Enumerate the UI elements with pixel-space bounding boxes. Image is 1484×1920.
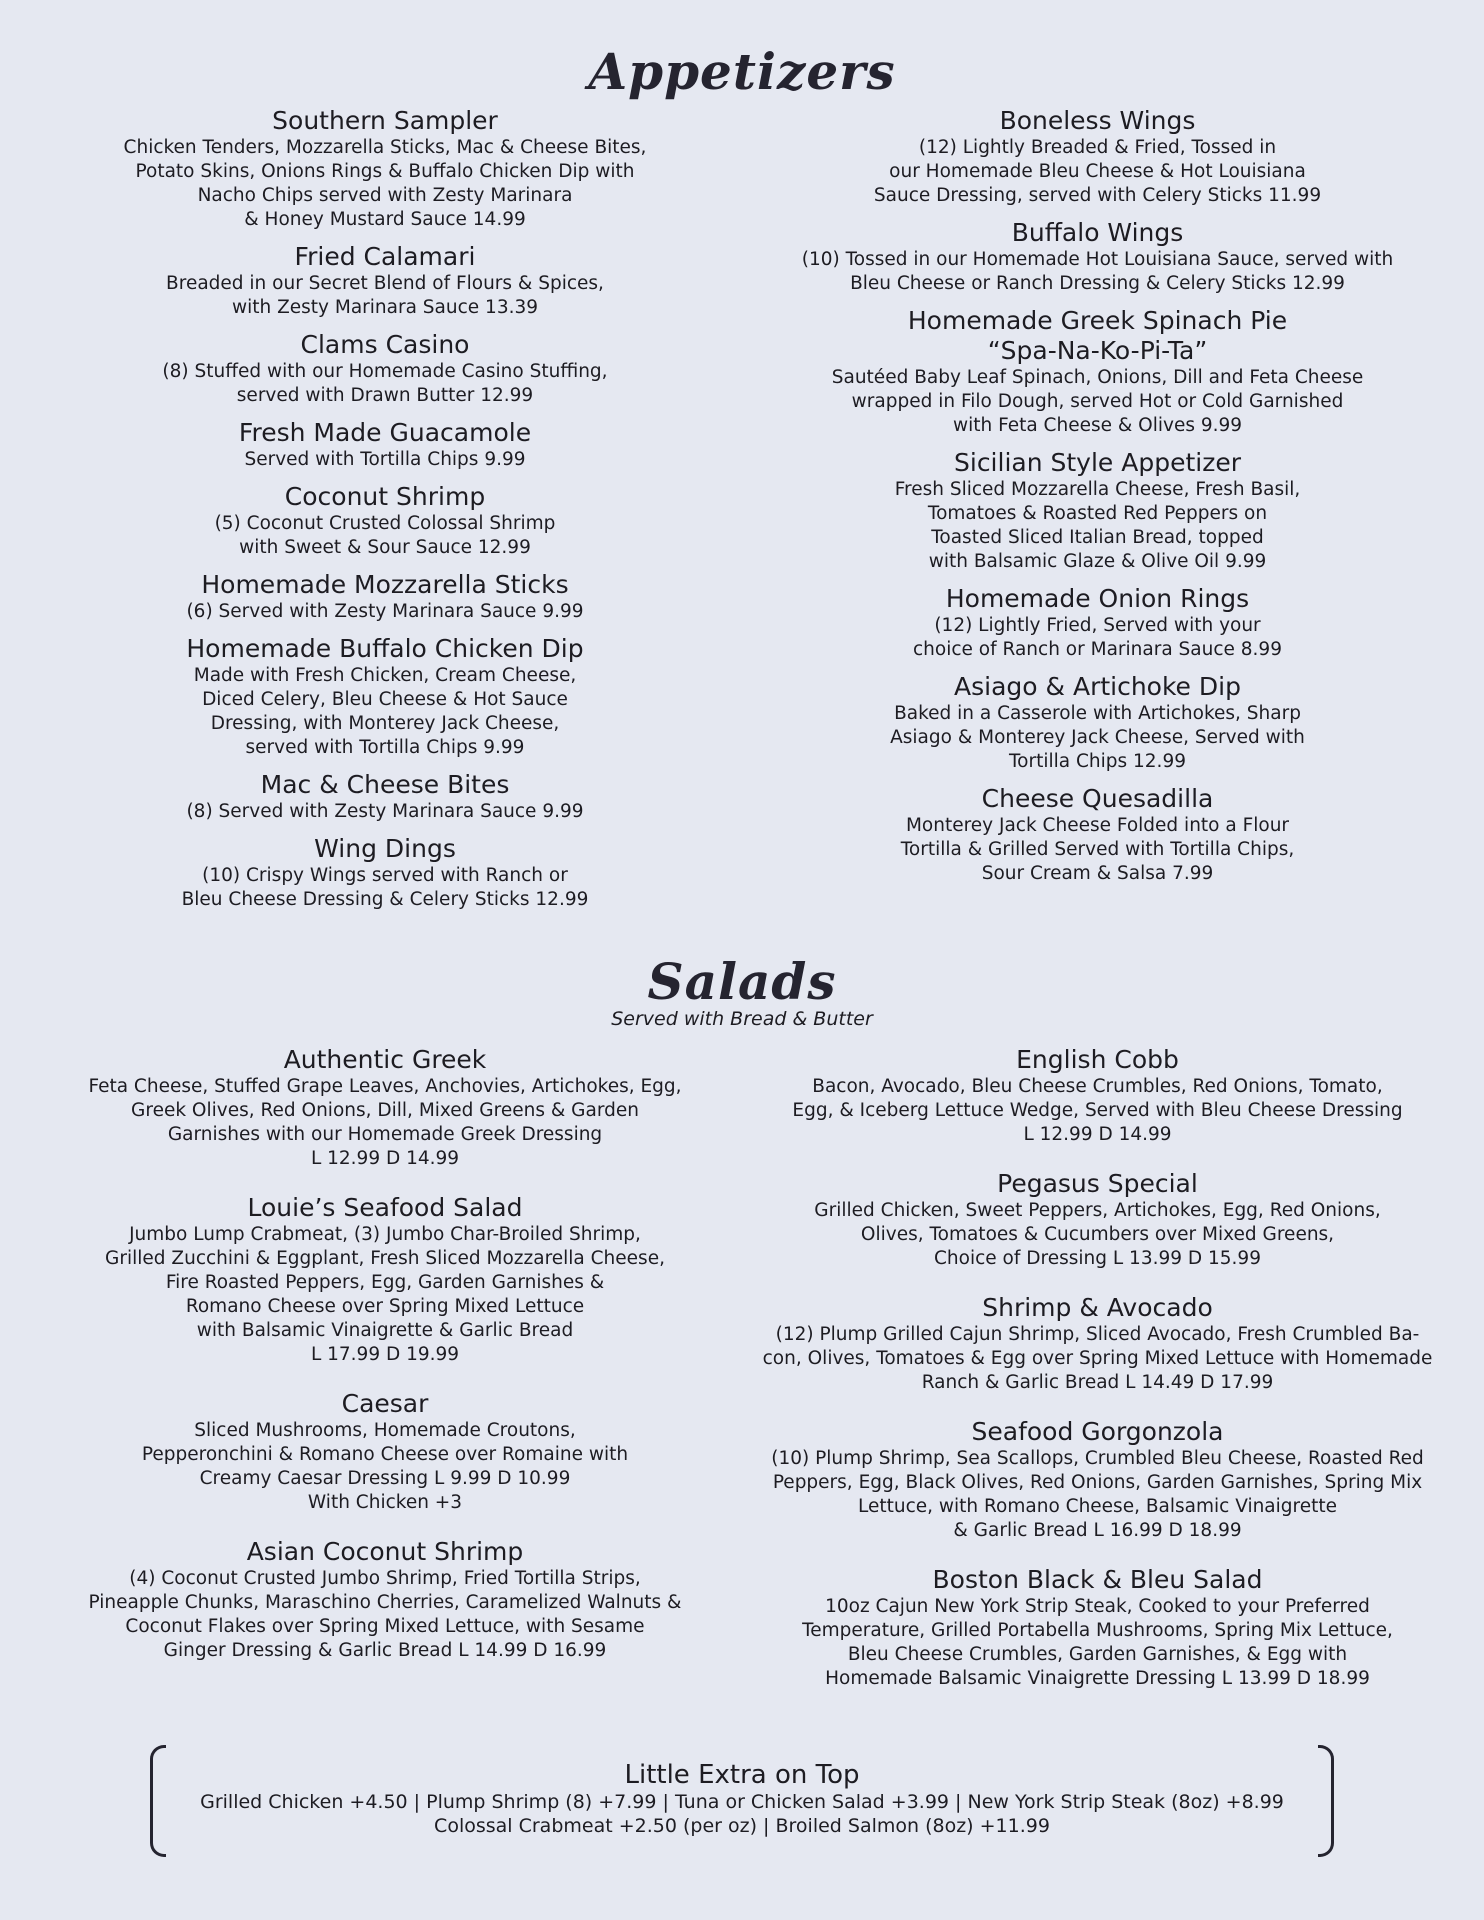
salads-subtitle: Served with Bread & Butter — [611, 1008, 873, 1030]
menu-item-description: (10) Crispy Wings served with Ranch or Bleu Cheese Dressing & Celery Sticks 12.99 — [181, 865, 589, 910]
menu-item-description: (8) Served with Zesty Marinara Sauce 9.99 — [186, 801, 584, 822]
menu-item-name: Southern Sampler — [272, 106, 498, 135]
appetizers-right-column — [760, 106, 1435, 896]
extras-title: Little Extra on Top — [624, 1760, 860, 1790]
menu-item — [50, 106, 720, 232]
menu-item-name: Boston Black & Bleu Salad — [932, 1565, 1263, 1594]
menu-item-name: Homemade Mozzarella Sticks — [201, 570, 569, 599]
menu-item — [760, 218, 1435, 296]
menu-item — [60, 1193, 710, 1367]
menu-item-description: Chicken Tenders, Mozzarella Sticks, Mac & Cheese Bites, Potato Skins, Onions Rings & Buffalo Chicken Dip with Nacho Chips served with Zesty Marinara & Honey Mustard Sauce 14.99 — [123, 137, 647, 230]
menu-item-description: (5) Coconut Crusted Colossal Shrimp with Sweet & Sour Sauce 12.99 — [214, 513, 556, 558]
menu-item — [50, 770, 720, 824]
menu-item — [50, 330, 720, 408]
menu-item — [50, 570, 720, 624]
menu-item-description: Monterey Jack Cheese Folded into a Flour Tortilla & Grilled Served with Tortilla Chips, Sour Cream & Salsa 7.99 — [900, 815, 1295, 884]
menu-item-description: Feta Cheese, Stuffed Grape Leaves, Anchovies, Artichokes, Egg, Greek Olives, Red Onions, Dill, Mixed Greens & Garden Garnishes with our Homemade Greek Dressing L 12.99 D 14.99 — [88, 1076, 682, 1169]
menu-item — [50, 634, 720, 760]
menu-item-description: (10) Plump Shrimp, Sea Scallops, Crumbled Bleu Cheese, Roasted Red Peppers, Egg, Black Olives, Red Onions, Garden Garnishes, Spring Mix Lettuce, with Romano Cheese, Balsamic Vinaigrette & Garlic Bread L 16.99 D 18.99 — [771, 1448, 1424, 1541]
menu-item — [50, 482, 720, 560]
menu-item-name: Shrimp & Avocado — [982, 1293, 1213, 1322]
menu-item — [50, 834, 720, 912]
menu-item — [760, 584, 1435, 662]
menu-item-name: Coconut Shrimp — [284, 482, 486, 511]
menu-item-description: Baked in a Casserole with Artichokes, Sharp Asiago & Monterey Jack Cheese, Served with Tortilla Chips 12.99 — [890, 703, 1305, 772]
extras-line-1: Grilled Chicken +4.50 | Plump Shrimp (8) +7.99 | Tuna or Chicken Salad +3.99 | New York Strip Steak (8oz) +8.99 — [200, 1791, 1284, 1813]
menu-item-name: Clams Casino — [300, 330, 470, 359]
menu-item-description: (12) Lightly Breaded & Fried, Tossed in our Homemade Bleu Cheese & Hot Louisiana Sauce Dressing, served with Celery Sticks 11.99 — [873, 137, 1322, 206]
menu-item-name: Caesar — [341, 1389, 429, 1418]
menu-item-name: Buffalo Wings — [1011, 218, 1184, 247]
menu-item-description: Sliced Mushrooms, Homemade Croutons, Pepperonchini & Romano Cheese over Romaine with Creamy Caesar Dressing L 9.99 D 10.99 With Chicken +3 — [141, 1420, 629, 1513]
menu-item-name: Louie’s Seafood Salad — [247, 1193, 523, 1222]
menu-item — [740, 1293, 1455, 1395]
menu-item-name: Pegasus Special — [997, 1169, 1198, 1198]
menu-item-name: English Cobb — [1016, 1045, 1179, 1074]
menu-item-name: Wing Dings — [314, 834, 456, 863]
menu-item — [50, 242, 720, 320]
menu-item-description: (12) Lightly Fried, Served with your choice of Ranch or Marinara Sauce 8.99 — [913, 615, 1282, 660]
menu-item — [740, 1417, 1455, 1543]
menu-item-description: (12) Plump Grilled Cajun Shrimp, Sliced Avocado, Fresh Crumbled Ba- con, Olives, Tomatoes & Egg over Spring Mixed Lettuce with Homemade Ranch & Garlic Bread L 14.49 D 17.99 — [762, 1324, 1433, 1393]
menu-item-description: Fresh Sliced Mozzarella Cheese, Fresh Basil, Tomatoes & Roasted Red Peppers on Toasted Sliced Italian Bread, topped with Balsamic Glaze & Olive Oil 9.99 — [894, 479, 1301, 572]
menu-item-name: Seafood Gorgonzola — [971, 1417, 1224, 1446]
menu-item — [740, 1565, 1455, 1691]
appetizers-left-column — [50, 106, 720, 922]
menu-item — [740, 1045, 1455, 1147]
menu-item-description: (6) Served with Zesty Marinara Sauce 9.99 — [186, 601, 584, 622]
menu-item — [760, 106, 1435, 208]
salads-right-column — [740, 1045, 1455, 1713]
menu-item — [760, 306, 1435, 438]
menu-item-description: Served with Tortilla Chips 9.99 — [244, 449, 526, 470]
menu-item — [60, 1537, 710, 1663]
menu-item-description: (8) Stuffed with our Homemade Casino Stuffing, served with Drawn Butter 12.99 — [162, 361, 608, 406]
menu-item-name: Homemade Onion Rings — [945, 584, 1250, 613]
menu-item — [760, 672, 1435, 774]
menu-item-name: Sicilian Style Appetizer — [954, 448, 1241, 477]
menu-item-description: Made with Fresh Chicken, Cream Cheese, Diced Celery, Bleu Cheese & Hot Sauce Dressing, with Monterey Jack Cheese, served with Tortilla Chips 9.99 — [193, 665, 577, 758]
menu-item-name: Boneless Wings — [999, 106, 1196, 135]
menu-item-name: Cheese Quesadilla — [981, 784, 1214, 813]
left-bracket-ornament — [150, 1745, 166, 1857]
menu-item-name: Asian Coconut Shrimp — [246, 1537, 524, 1566]
menu-item-name: Fresh Made Guacamole — [238, 418, 532, 447]
menu-item-description: 10oz Cajun New York Strip Steak, Cooked to your Preferred Temperature, Grilled Portabella Mushrooms, Spring Mix Lettuce, Bleu Cheese Crumbles, Garden Garnishes, & Egg with Homemade Balsamic Vinaigrette Dressing L 13.99 D 18.99 — [802, 1596, 1393, 1689]
salads-left-column — [60, 1045, 710, 1685]
menu-item-description: (10) Tossed in our Homemade Hot Louisiana Sauce, served with Bleu Cheese or Ranch Dressing & Celery Sticks 12.99 — [801, 249, 1394, 294]
menu-item — [760, 448, 1435, 574]
menu-item-description: Bacon, Avocado, Bleu Cheese Crumbles, Red Onions, Tomato, Egg, & Iceberg Lettuce Wedge, Served with Bleu Cheese Dressing L 12.99 D 14.99 — [792, 1076, 1403, 1145]
menu-item-name: Asiago & Artichoke Dip — [954, 672, 1241, 701]
extras-box — [150, 1745, 1334, 1857]
appetizers-title: Appetizers — [588, 42, 896, 101]
menu-item-description: (4) Coconut Crusted Jumbo Shrimp, Fried Tortilla Strips, Pineapple Chunks, Maraschino Cherries, Caramelized Walnuts & Coconut Flakes over Spring Mixed Lettuce, with Sesame Ginger Dressing & Garlic Bread L 14.99 D 16.99 — [88, 1568, 682, 1661]
right-bracket-ornament — [1318, 1745, 1334, 1857]
menu-item — [740, 1169, 1455, 1271]
menu-item-name: Homemade Greek Spinach Pie “Spa-Na-Ko-Pi-Ta” — [907, 306, 1288, 365]
menu-item-name: Mac & Cheese Bites — [260, 770, 510, 799]
menu-item — [50, 418, 720, 472]
menu-item-description: Breaded in our Secret Blend of Flours & Spices, with Zesty Marinara Sauce 13.39 — [166, 273, 604, 318]
menu-item-name: Homemade Buffalo Chicken Dip — [186, 634, 584, 663]
menu-item-name: Fried Calamari — [294, 242, 476, 271]
salads-title: Salads — [647, 952, 837, 1011]
menu-item-description: Sautéed Baby Leaf Spinach, Onions, Dill and Feta Cheese wrapped in Filo Dough, served Hot or Cold Garnished with Feta Cheese & Olives 9.99 — [831, 367, 1364, 436]
menu-item — [760, 784, 1435, 886]
menu-item-name: Authentic Greek — [283, 1045, 487, 1074]
menu-item — [60, 1389, 710, 1515]
menu-item-description: Grilled Chicken, Sweet Peppers, Artichokes, Egg, Red Onions, Olives, Tomatoes & Cucumbers over Mixed Greens, Choice of Dressing L 13.99 D 15.99 — [814, 1200, 1381, 1269]
extras-line-2: Colossal Crabmeat +2.50 (per oz) | Broiled Salmon (8oz) +11.99 — [434, 1815, 1050, 1837]
menu-item — [60, 1045, 710, 1171]
menu-item-description: Jumbo Lump Crabmeat, (3) Jumbo Char-Broiled Shrimp, Grilled Zucchini & Eggplant, Fresh Sliced Mozzarella Cheese, Fire Roasted Peppers, Egg, Garden Garnishes & Romano Cheese over Spring Mixed Lettuce with Balsamic Vinaigrette & Garlic Bread L 17.99 D 19.99 — [105, 1224, 665, 1365]
